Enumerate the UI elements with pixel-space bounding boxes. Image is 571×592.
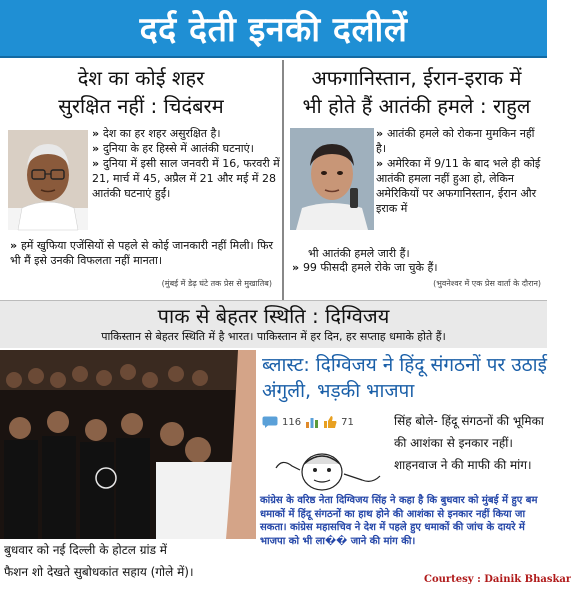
bullet-item: » अमेरिका में 9/11 के बाद भले ही कोई आतंकी हमला नहीं हुआ हो, लेकिन अमेरिकियों पर अफगानिस्तान, ईरान और इराक में [376,156,544,216]
thumbs-up-icon[interactable] [323,416,337,428]
chidambaram-panel [0,60,284,300]
bullet-item: » दुनिया के हर हिस्से में आतंकी घटनाएं। [92,141,282,156]
heading-line-2: भी होते हैं आतंकी हमले : राहुल [302,94,531,118]
bullet-list [92,126,282,201]
bullet-item: » देश का हर शहर असुरक्षित है। [92,126,282,141]
courtesy-credit: Courtesy : Dainik Bhaskar [424,574,571,585]
bullet-continuation: भी आतंकी हमले जारी हैं। [308,247,410,260]
photo-caption [0,539,256,592]
digvijay-strip [0,300,547,348]
caption-line-1: बुधवार को नई दिल्ली के होटल ग्रांड में [4,543,167,557]
bullet-item-wide: » 99 फीसदी हमले रोके जा चुके हैं। [292,260,542,275]
chidambaram-photo [8,130,88,230]
news-body: कांग्रेस के वरिष्ठ नेता दिग्विजय सिंह ने कहा है कि बुधवार को मुंबई में हुए बम धमाकों में हिंदू संगठनों का हाथ होने की आशंका से इनकार नहीं किया जा सकता। कांग्रेस महासचिव ने देश में पहले हुए धमाकों की जांच के दायरे में भाजपा को भी ला�� जाने की मांग की। [260,495,538,547]
bar-chart-icon[interactable] [305,416,319,428]
panel-heading [286,60,547,126]
news-summary: सिंह बोले- हिंदू संगठनों की भूमिका की आशंका से इनकार नहीं। शाहनवाज ने की माफी की मांग। [394,414,544,472]
fashion-show-photo [0,350,256,539]
heading-line-2: सुरक्षित नहीं : चिदंबरम [58,94,224,118]
comment-count: 116 [282,416,302,428]
heading-line-1: अफगानिस्तान, ईरान-इराक में [311,66,522,90]
cartoon-illustration [262,444,390,494]
like-count: 71 [341,416,354,428]
panel-heading [0,60,282,126]
engagement-stats [262,412,392,432]
strip-heading: पाक से बेहतर स्थिति : दिग्विजय [157,304,390,328]
source-note: (भुवनेश्वर में एक प्रेस वार्ता के दौरान) [433,279,541,288]
banner [0,0,547,58]
comment-icon[interactable] [262,416,278,428]
rahul-photo [290,128,374,230]
rahul-panel [286,60,547,300]
strip-subtext: पाकिस्तान से बेहतर स्थिति में है भारत। पाकिस्तान में हर दिन, हर सप्ताह धमाके होते हैं। [101,330,446,343]
heading-line-1: देश का कोई शहर [77,66,205,90]
bullet-list [376,126,544,216]
bullet-item: » आतंकी हमले को रोकना मुमकिन नहीं है। [376,126,544,156]
bullet-item: » दुनिया में इसी साल जनवरी में 16, फरवरी में 21, मार्च में 45, अप्रैल में 21 और मई में 28 आतंकी घटनाएं हुईं। [92,156,282,201]
page-title: दर्द देती इनकी दलीलें [139,10,408,50]
source-note: (मुंबई में डेढ़ घंटे तक प्रेस से मुखातिब) [161,279,272,288]
news-headline[interactable]: ब्लास्ट: दिग्विजय ने हिंदू संगठनों पर उठाई अंगुली, भड़की भाजपा [262,354,547,402]
bullet-item-wide: » हमें खुफिया एजेंसियों से पहले से कोई जानकारी नहीं मिली। फिर भी मैं इसे उनकी विफलता नहीं मानता। [10,238,280,268]
caption-line-2: फैशन शो देखते सुबोधकांत सहाय (गोले में)। [4,565,194,579]
